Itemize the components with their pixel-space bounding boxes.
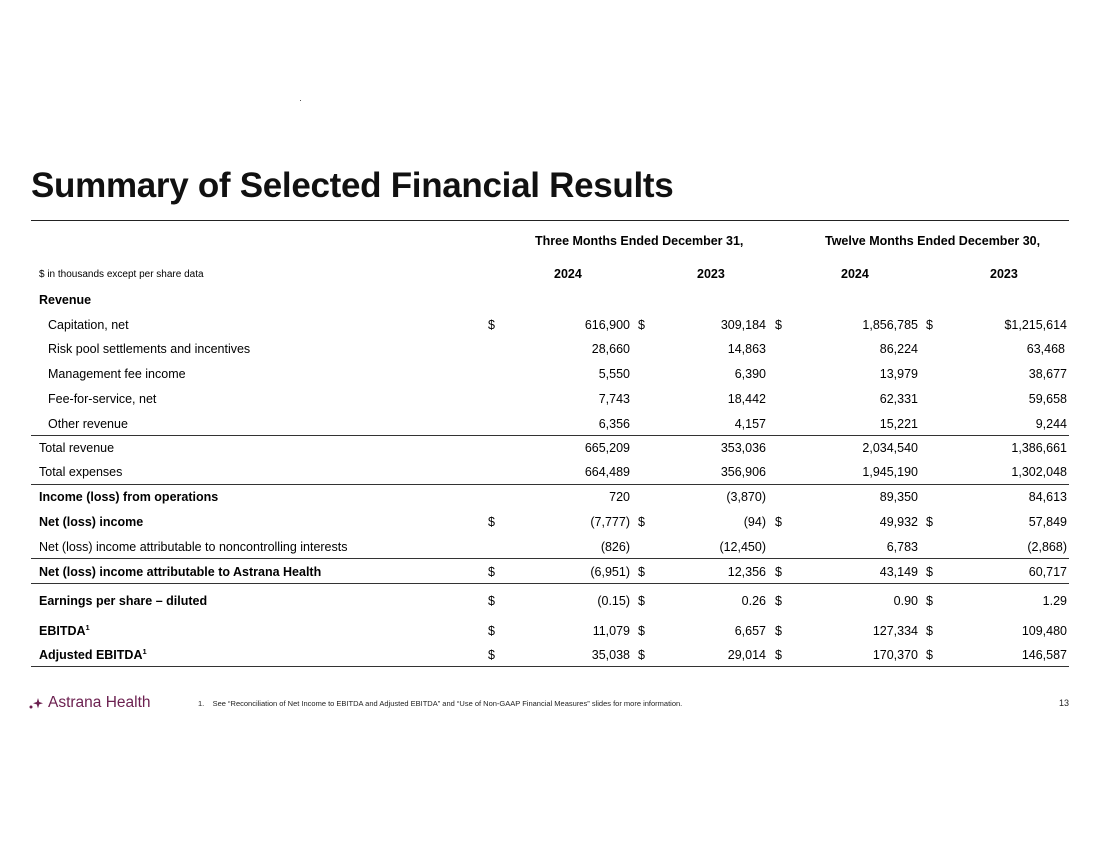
row-label: Income (loss) from operations — [39, 490, 219, 504]
cell-value: 57,849 — [1028, 515, 1067, 529]
cell-value: 63,468 — [1026, 342, 1065, 356]
dollar-sign: $ — [638, 624, 645, 638]
cell-value: 1,856,785 — [862, 318, 918, 332]
cell-value: 59,658 — [1028, 392, 1067, 406]
row-label: Net (loss) income attributable to noncontrolling interests — [39, 540, 348, 554]
footnote — [198, 699, 682, 708]
dollar-sign: $ — [488, 648, 495, 662]
cell-value: 12,356 — [727, 565, 766, 579]
row-label: Total expenses — [39, 465, 123, 479]
dollar-sign: $ — [926, 594, 933, 608]
dollar-sign: $ — [775, 648, 782, 662]
cell-value: 353,036 — [720, 441, 766, 455]
dollar-sign: $ — [926, 515, 933, 529]
cell-value: (6,951) — [590, 565, 630, 579]
cell-value: 664,489 — [584, 465, 630, 479]
dollar-sign: $ — [775, 624, 782, 638]
cell-value: 616,900 — [584, 318, 630, 332]
row-label-revenue: Revenue — [39, 293, 92, 307]
cell-value: 1,386,661 — [1011, 441, 1067, 455]
table-rule — [31, 484, 1069, 485]
cell-value: 14,863 — [727, 342, 766, 356]
dollar-sign: $ — [926, 565, 933, 579]
page-title: Summary of Selected Financial Results — [31, 166, 674, 205]
cell-value: (2,868) — [1027, 540, 1067, 554]
cell-value: 15,221 — [879, 417, 918, 431]
cell-value: 0.90 — [893, 594, 918, 608]
cell-value: 13,979 — [879, 367, 918, 381]
header-three-months: Three Months Ended December 31, — [535, 234, 744, 248]
cell-value: 109,480 — [1021, 624, 1067, 638]
year-y-2023: 2023 — [990, 267, 1018, 281]
row-label: Net (loss) income attributable to Astrana Health — [39, 565, 322, 579]
footnote-ref: 1 — [85, 622, 90, 632]
cell-value: 5,550 — [598, 367, 630, 381]
cell-value: (12,450) — [719, 540, 766, 554]
cell-value: 11,079 — [592, 624, 630, 638]
dollar-sign: $ — [775, 318, 782, 332]
cell-value: 29,014 — [727, 648, 766, 662]
dollar-sign: $ — [638, 594, 645, 608]
row-label: Other revenue — [48, 417, 128, 431]
dollar-sign: $ — [638, 515, 645, 529]
cell-value: (3,870) — [726, 490, 766, 504]
table-rule — [31, 666, 1069, 667]
cell-value: 170,370 — [872, 648, 918, 662]
cell-value: 35,038 — [591, 648, 630, 662]
cell-value: (826) — [600, 540, 630, 554]
logo-mark-icon — [29, 696, 45, 710]
row-label: Fee-for-service, net — [48, 392, 157, 406]
table-rule — [31, 558, 1069, 559]
cell-value: 309,184 — [720, 318, 766, 332]
cell-value: 2,034,540 — [862, 441, 918, 455]
cell-value: (94) — [743, 515, 766, 529]
dollar-sign: $ — [488, 515, 495, 529]
cell-value: 1.29 — [1042, 594, 1067, 608]
cell-value: 18,442 — [727, 392, 766, 406]
footnote-text: See “Reconciliation of Net Income to EBITDA and Adjusted EBITDA” and “Use of Non-GAAP Financial Measures” slides for more information. — [212, 699, 683, 708]
dollar-sign: $ — [775, 594, 782, 608]
cell-value: 1,302,048 — [1011, 465, 1067, 479]
row-label: Adjusted EBITDA$^1$ — [39, 646, 147, 662]
dollar-sign: $ — [926, 648, 933, 662]
year-q-2024: 2024 — [554, 267, 582, 281]
cell-value: (0.15) — [597, 594, 630, 608]
row-label: EBITDA$^1$ — [39, 622, 90, 638]
cell-value: 38,677 — [1028, 367, 1067, 381]
cell-value: 0.26 — [741, 594, 766, 608]
cell-value: 43,149 — [879, 565, 918, 579]
dollar-sign: $ — [488, 594, 495, 608]
header-twelve-months: Twelve Months Ended December 30, — [825, 234, 1041, 248]
year-q-2023: 2023 — [697, 267, 725, 281]
cell-value: 86,224 — [879, 342, 918, 356]
cell-value: 6,390 — [734, 367, 766, 381]
cell-value: 127,334 — [872, 624, 918, 638]
row-label: Earnings per share – diluted — [39, 594, 208, 608]
cell-value: 4,157 — [734, 417, 766, 431]
cell-value: 84,613 — [1028, 490, 1067, 504]
dollar-sign: $ — [638, 648, 645, 662]
cell-value: 62,331 — [879, 392, 918, 406]
cell-value: 7,743 — [598, 392, 630, 406]
dollar-sign: $ — [638, 565, 645, 579]
cell-value: 49,932 — [879, 515, 918, 529]
cell-value: 665,209 — [584, 441, 630, 455]
dollar-sign: $ — [488, 318, 495, 332]
year-y-2024: 2024 — [841, 267, 869, 281]
cell-value: $1,215,614 — [1004, 318, 1067, 332]
cell-value: 60,717 — [1028, 565, 1067, 579]
table-rule — [31, 583, 1069, 584]
stray-dot — [300, 100, 301, 101]
row-label: Management fee income — [48, 367, 186, 381]
page-number: 13 — [1058, 698, 1069, 708]
footnote-ref: 1 — [142, 646, 147, 656]
cell-value: 6,657 — [734, 624, 766, 638]
title-divider — [31, 220, 1069, 221]
cell-value: 89,350 — [879, 490, 918, 504]
cell-value: 9,244 — [1035, 417, 1067, 431]
cell-value: 720 — [609, 490, 630, 504]
dollar-sign: $ — [488, 624, 495, 638]
dollar-sign: $ — [926, 318, 933, 332]
footnote-number: 1. — [198, 699, 205, 708]
dollar-sign: $ — [638, 318, 645, 332]
dollar-sign: $ — [775, 515, 782, 529]
units-note: $ in thousands except per share data — [39, 269, 204, 280]
cell-value: (7,777) — [590, 515, 630, 529]
dollar-sign: $ — [488, 565, 495, 579]
cell-value: 6,783 — [886, 540, 918, 554]
dollar-sign: $ — [926, 624, 933, 638]
row-label: Net (loss) income — [39, 515, 144, 529]
cell-value: 356,906 — [720, 465, 766, 479]
dollar-sign: $ — [775, 565, 782, 579]
cell-value: 6,356 — [598, 417, 630, 431]
cell-value: 1,945,190 — [862, 465, 918, 479]
table-rule — [31, 435, 1069, 436]
brand-logo — [29, 694, 151, 712]
row-label: Capitation, net — [48, 318, 129, 332]
cell-value: 28,660 — [591, 342, 630, 356]
logo-text: Astrana Health — [48, 694, 151, 711]
cell-value: 146,587 — [1021, 648, 1067, 662]
row-label: Risk pool settlements and incentives — [48, 342, 251, 356]
row-label: Total revenue — [39, 441, 115, 455]
